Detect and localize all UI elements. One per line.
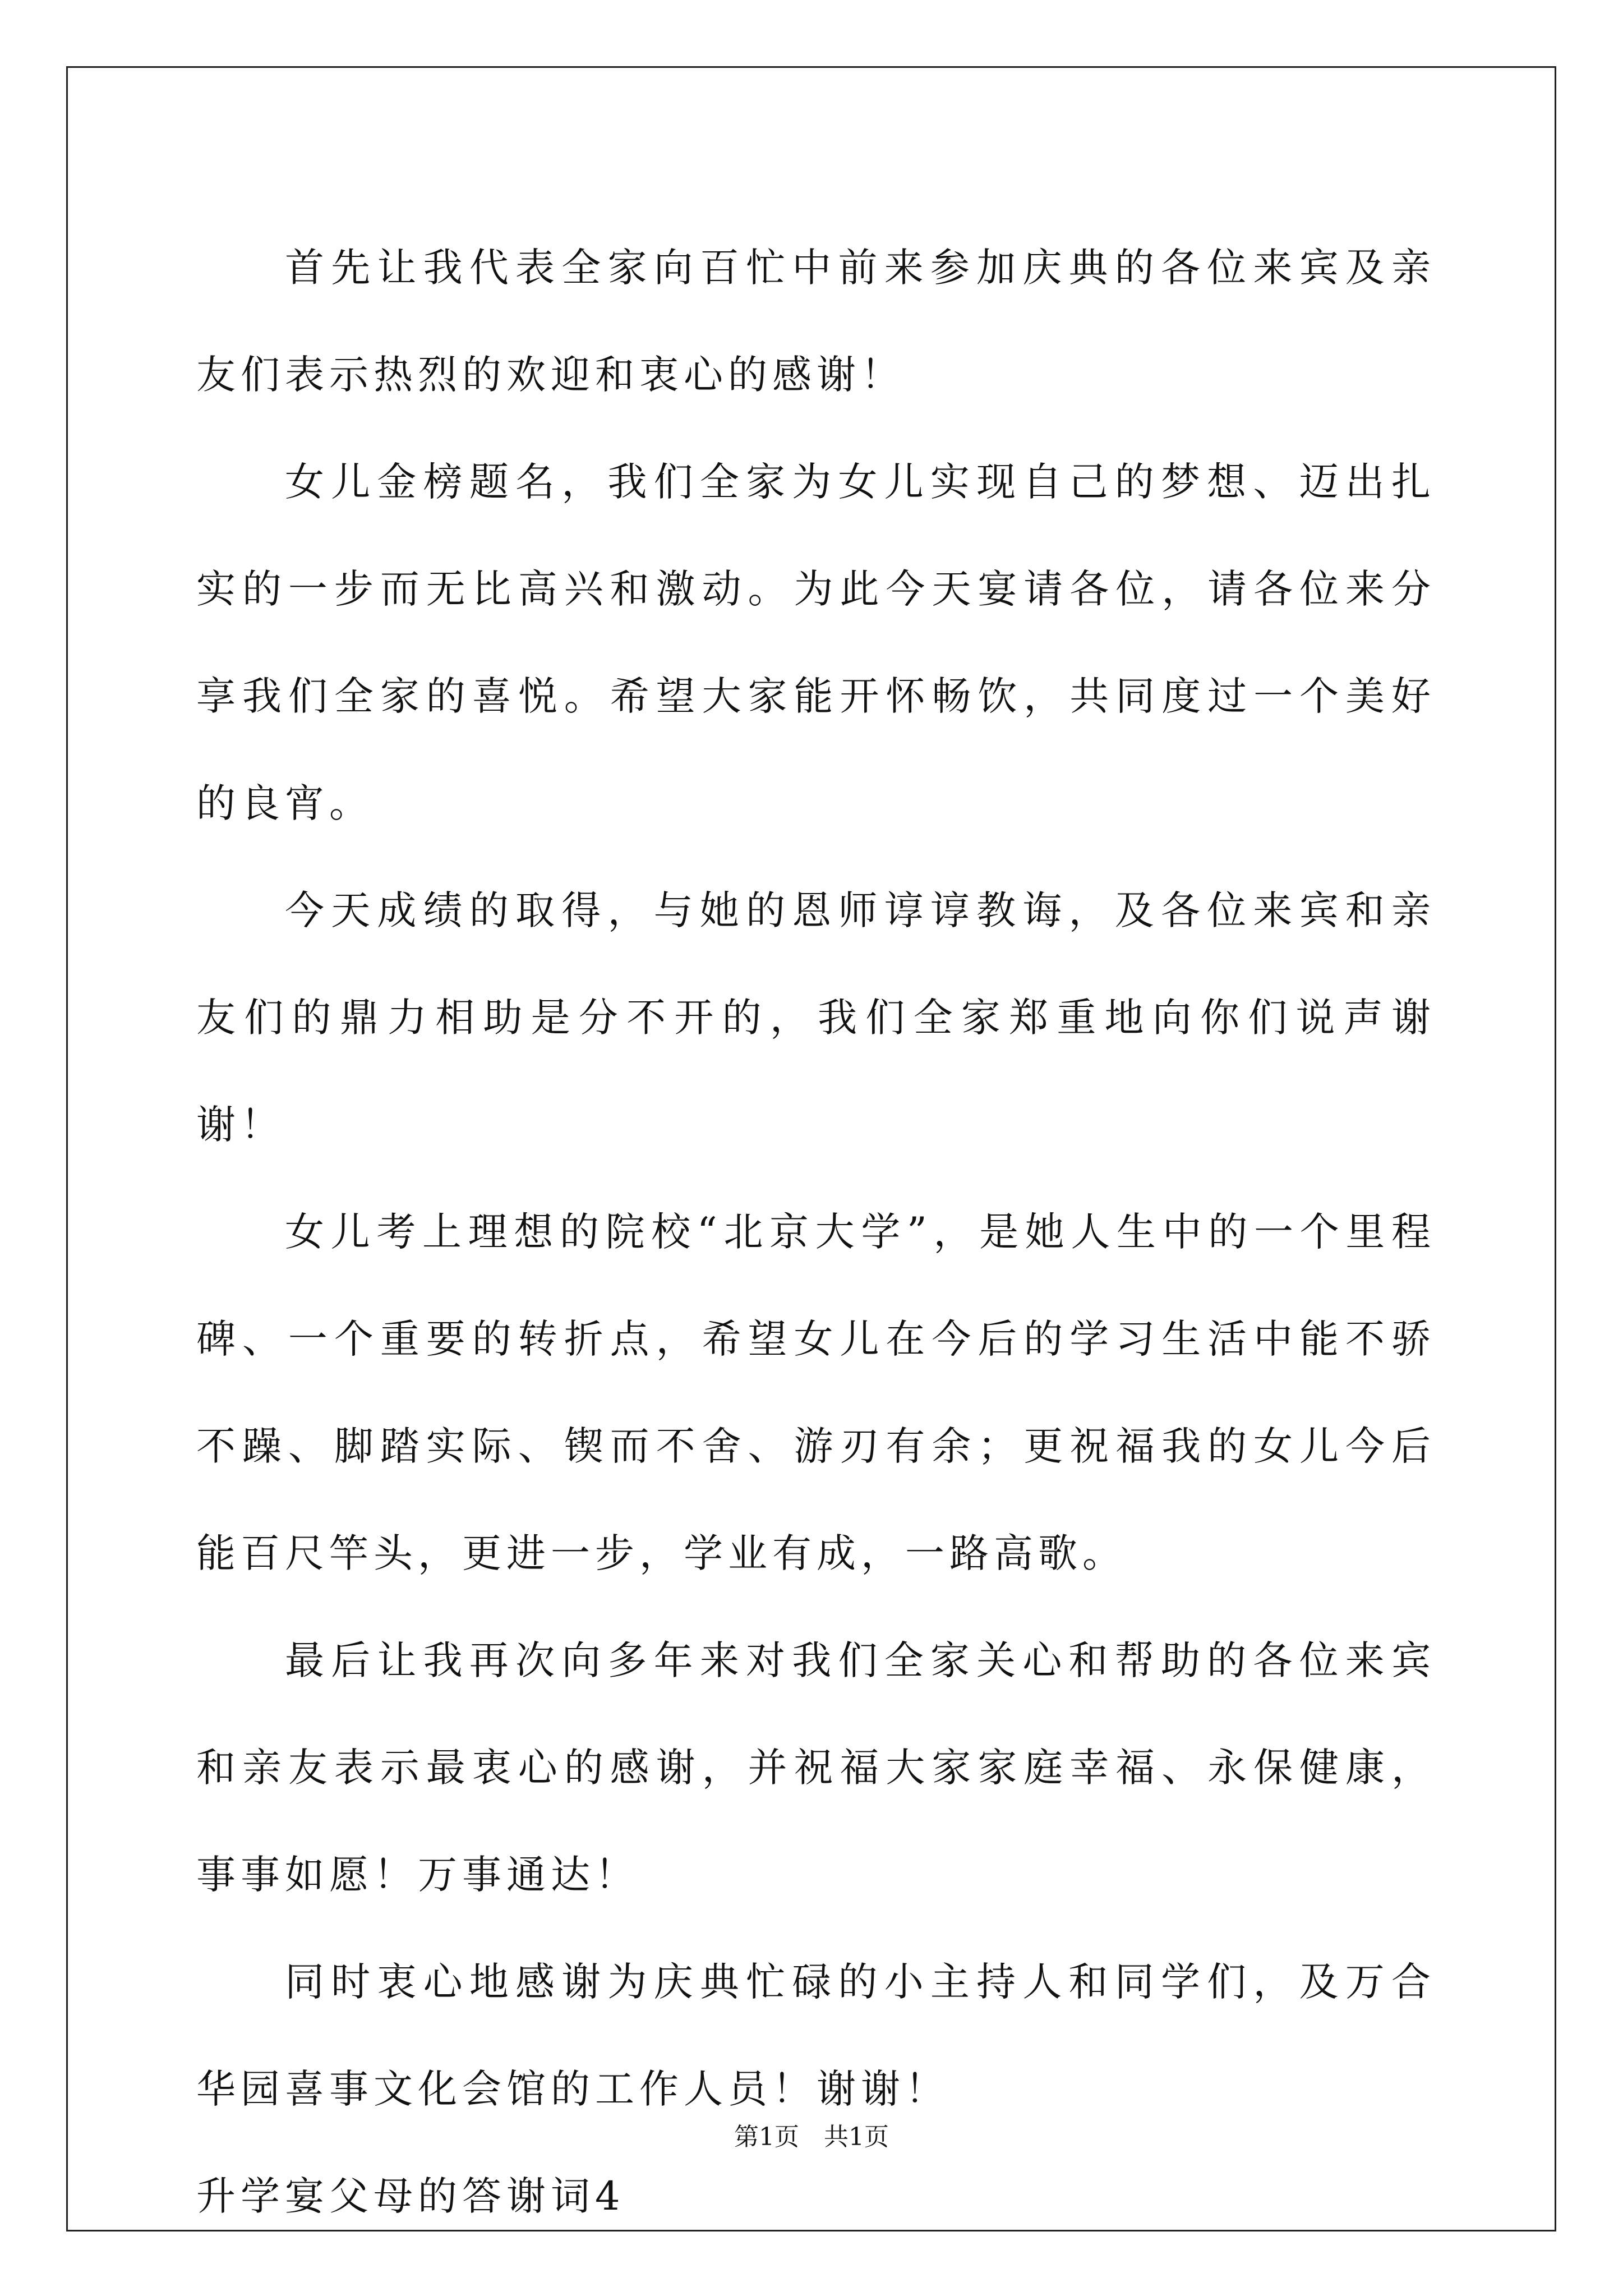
paragraph-1: 首先让我代表全家向百忙中前来参加庆典的各位来宾及亲友们表示热烈的欢迎和衷心的感谢！ bbox=[196, 245, 1436, 398]
paragraph-6: 同时衷心地感谢为庆典忙碌的小主持人和同学们，及万合华园喜事文化会馆的工作人员！谢谢！ bbox=[196, 1959, 1436, 2112]
paragraph-4: 女儿考上理想的院校“北京大学”，是她人生中的一个里程碑、一个重要的转折点，希望女儿在今后的学习生活中能不骄不躁、脚踏实际、锲而不舍、游刃有余；更祝福我的女儿今后能百尺竿头，更进一步，学业有成，一路高歌。 bbox=[196, 1209, 1436, 1576]
page-footer: 第1页 共1页 bbox=[734, 2123, 889, 2151]
paragraph-5: 最后让我再次向多年来对我们全家关心和帮助的各位来宾和亲友表示最衷心的感谢，并祝福大家家庭幸福、永保健康，事事如愿！万事通达！ bbox=[196, 1637, 1436, 1898]
paragraph-2: 女儿金榜题名，我们全家为女儿实现自己的梦想、迈出扎实的一步而无比高兴和激动。为此今天宴请各位，请各位来分享我们全家的喜悦。希望大家能开怀畅饮，共同度过一个美好的良宵。 bbox=[196, 459, 1436, 826]
paragraph-3: 今天成绩的取得，与她的恩师谆谆教诲，及各位来宾和亲友们的鼎力相助是分不开的，我们全家郑重地向你们说声谢谢！ bbox=[196, 887, 1436, 1148]
section-heading: 升学宴父母的答谢词4 bbox=[196, 2173, 625, 2219]
document-body bbox=[196, 214, 1436, 2250]
